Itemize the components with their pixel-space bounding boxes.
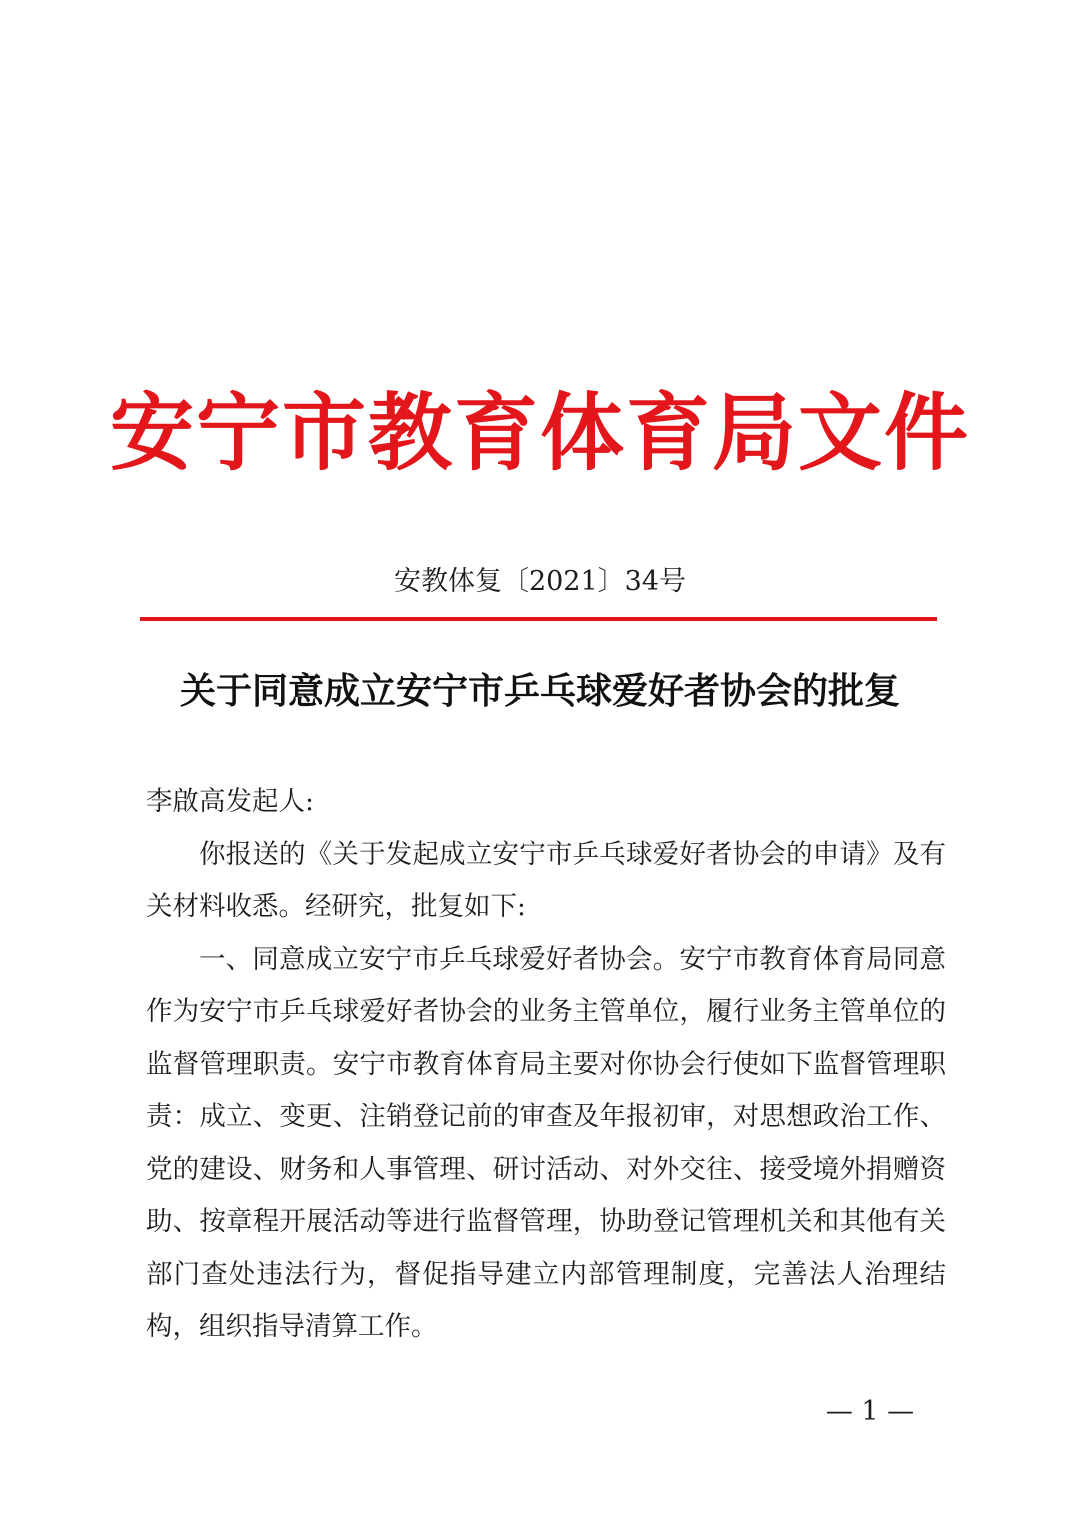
page-number: — 1 — <box>825 1396 915 1427</box>
document-number: 安教体复〔2021〕34号 <box>393 566 687 597</box>
document-body <box>146 776 946 1354</box>
red-separator-line <box>140 617 937 621</box>
document-title: 关于同意成立安宁市乒乓球爱好者协会的批复 <box>179 671 900 712</box>
body-paragraph: 一、同意成立安宁市乒乓球爱好者协会。安宁市教育体育局同意作为安宁市乒乓球爱好者协会的业务主管单位，履行业务主管单位的监督管理职责。安宁市教育体育局主要对你协会行使如下监督管理职责：成立、变更、注销登记前的审查及年报初审，对思想政治工作、党的建设、财务和人事管理、研讨活动、对外交往、接受境外捐赠资助、按章程开展活动等进行监督管理，协助登记管理机关和其他有关部门查处违法行为，督促指导建立内部管理制度，完善法人治理结构，组织指导清算工作。 <box>146 943 946 1342</box>
salutation: 李啟高发起人: <box>146 786 314 817</box>
masthead-title: 安宁市教育体育局文件 <box>109 384 970 482</box>
body-paragraph: 你报送的《关于发起成立安宁市乒乓球爱好者协会的申请》及有关材料收悉。经研究，批复如下: <box>146 838 946 922</box>
